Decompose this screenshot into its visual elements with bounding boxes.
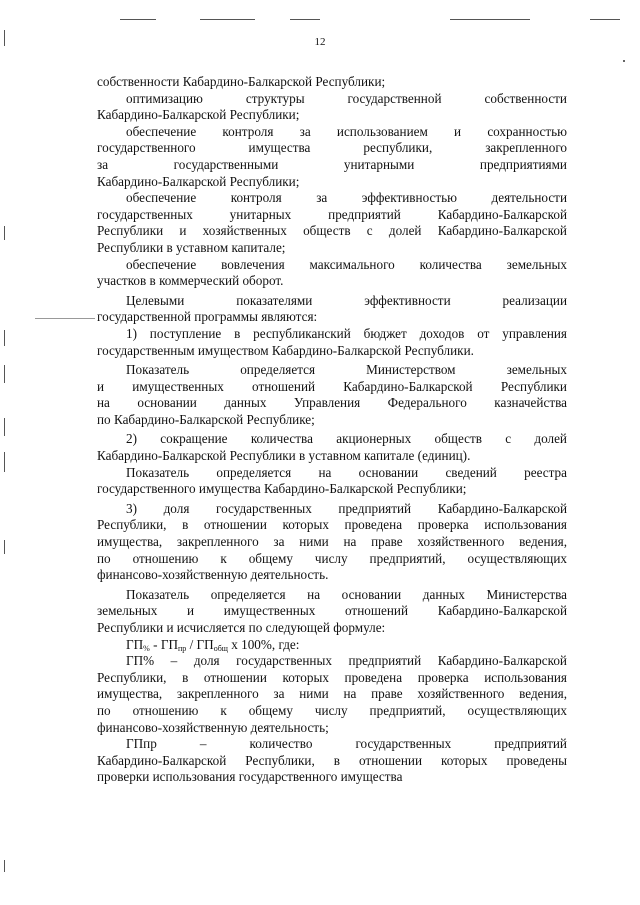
text-line: Республики, в отношении которых проведена проверка использования (97, 669, 567, 685)
text-line: земельных и имущественных отношений Кабардино-Балкарской (97, 603, 567, 619)
text-line: 2) сокращение количества акционерных обществ с долей (126, 431, 567, 447)
text-line: Показатель определяется Министерством земельных (126, 362, 567, 378)
formula: $ГП_{\%} - ГП_{пр} / ГП_{общ}$ х 100%, где: (126, 636, 300, 653)
text-line: за государственными унитарными предприятиями (97, 156, 567, 172)
formula-term: ГП (126, 636, 144, 652)
paragraph (97, 465, 567, 498)
paragraph (97, 587, 567, 637)
text-line: оптимизацию структуры государственной собственности (126, 90, 567, 106)
text-line: ГПпр – количество государственных предприятий (126, 736, 567, 752)
scan-artifact (4, 330, 5, 346)
text-line: проверки использования государственного имущества (97, 769, 403, 785)
text-line: Показатель определяется на основании сведений реестра (126, 464, 567, 480)
text-line: собственности Кабардино-Балкарской Республики; (97, 74, 386, 89)
text-line: Республики и хозяйственных обществ с долей Кабардино-Балкарской (97, 223, 567, 239)
paragraph (97, 653, 567, 736)
text-line: по отношению к общему числу предприятий, осуществляющих (97, 550, 567, 566)
paragraph (97, 501, 567, 584)
text-line: участков в коммерческий оборот. (97, 273, 284, 289)
paragraph (97, 124, 567, 190)
text-line: 3) доля государственных предприятий Кабардино-Балкарской (126, 500, 567, 516)
text-line: обеспечение контроля за эффективностью деятельности (126, 190, 567, 206)
scan-artifact (4, 226, 5, 240)
text-line: 1) поступление в республиканский бюджет доходов от управления (126, 325, 567, 341)
scan-artifact (4, 365, 5, 383)
paragraph (97, 326, 567, 359)
paragraph (97, 91, 567, 124)
scan-artifact (200, 19, 255, 20)
text-line: государственной программы являются: (97, 309, 318, 325)
scan-artifact (4, 860, 5, 872)
scan-artifact (590, 19, 620, 20)
paragraph (97, 293, 567, 326)
text-line: обеспечение контроля за использованием и сохранностью (126, 123, 567, 139)
text-line: и имущественных отношений Кабардино-Балкарской Республики (97, 378, 567, 394)
scan-artifact (35, 318, 95, 319)
paragraph (97, 736, 567, 786)
scan-artifact (450, 19, 530, 20)
text-line: на основании данных Управления Федерального казначейства (97, 395, 567, 411)
text-line: финансово-хозяйственную деятельность. (97, 567, 329, 583)
text-line: Показатель определяется на основании данных Министерства (126, 586, 567, 602)
text-line: государственного имущества республики, закрепленного (97, 140, 567, 156)
scan-artifact (120, 19, 156, 20)
paragraph (97, 257, 567, 290)
text-line: Кабардино-Балкарской Республики; (97, 173, 300, 189)
text-line: государственного имущества Кабардино-Балкарской Республики; (97, 481, 467, 497)
text-line: имущества, закрепленного за ними на праве хозяйственного ведения, (97, 686, 567, 702)
text-line: по Кабардино-Балкарской Республике; (97, 411, 315, 427)
text-line: Кабардино-Балкарской Республики, в отношении которых проведены (97, 752, 567, 768)
text-line: ГП% – доля государственных предприятий Кабардино-Балкарской (126, 653, 567, 669)
paragraph (97, 190, 567, 256)
text-line: Республики, в отношении которых проведена проверка использования (97, 517, 567, 533)
paragraph (97, 431, 567, 464)
text-line: государственных унитарных предприятий Кабардино-Балкарской (97, 206, 567, 222)
text-line: Целевыми показателями эффективности реализации (126, 292, 567, 308)
text-line: Республики и исчисляется по следующей формуле: (97, 620, 386, 635)
page-number: 12 (314, 36, 326, 48)
text-line: имущества, закрепленного за ними на праве хозяйственного ведения, (97, 534, 567, 550)
document-body (97, 74, 567, 786)
text-line: обеспечение вовлечения максимального количества земельных (126, 256, 567, 272)
text-line: Республики в уставном капитале; (97, 239, 286, 255)
scan-artifact (623, 60, 625, 62)
text-line: Кабардино-Балкарской Республики; (97, 107, 300, 123)
scan-artifact (4, 418, 5, 436)
scan-artifact (4, 452, 5, 472)
text-line: финансово-хозяйственную деятельность; (97, 719, 329, 735)
scan-artifact (4, 540, 5, 554)
text-line: Кабардино-Балкарской Республики в уставном капитале (единиц). (97, 448, 471, 464)
scan-artifact (290, 19, 320, 20)
text-line: по отношению к общему числу предприятий, осуществляющих (97, 702, 567, 718)
text-line: государственным имуществом Кабардино-Балкарской Республики. (97, 342, 474, 358)
paragraph (97, 74, 567, 91)
paragraph (97, 362, 567, 428)
